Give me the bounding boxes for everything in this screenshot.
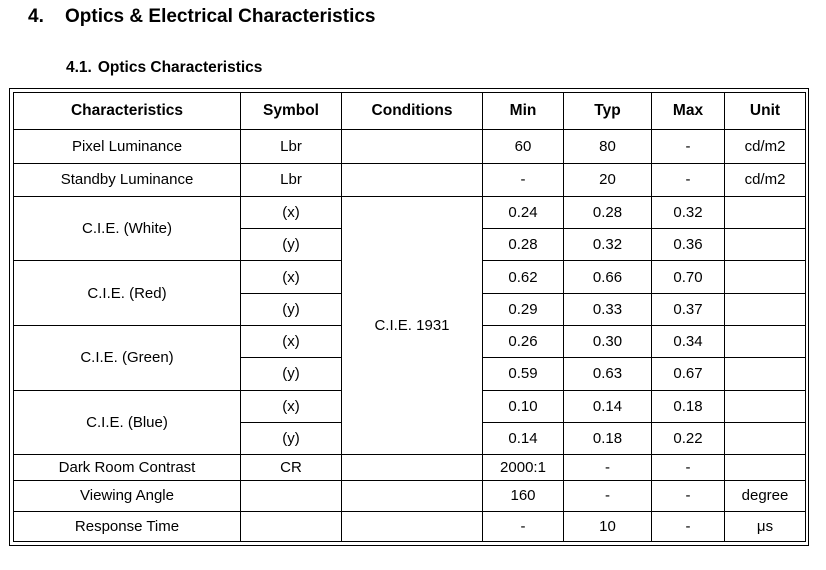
symbol-cell: (x): [241, 261, 342, 293]
typ-cell: 0.14: [564, 390, 652, 422]
symbol-cell: (x): [241, 326, 342, 358]
symbol-cell: (y): [241, 358, 342, 390]
min-cell: 0.24: [483, 196, 564, 228]
max-cell: 0.32: [652, 196, 725, 228]
min-cell: 0.10: [483, 390, 564, 422]
row-label: C.I.E. (Green): [14, 326, 241, 391]
unit-cell: [725, 390, 806, 422]
symbol-cell: (x): [241, 196, 342, 228]
max-cell: 0.70: [652, 261, 725, 293]
symbol-cell: (y): [241, 229, 342, 261]
max-cell: 0.36: [652, 229, 725, 261]
symbol-cell: Lbr: [241, 163, 342, 196]
max-cell: 0.34: [652, 326, 725, 358]
min-cell: 0.28: [483, 229, 564, 261]
column-header-characteristics: Characteristics: [14, 93, 241, 130]
unit-cell: [725, 326, 806, 358]
min-cell: 0.26: [483, 326, 564, 358]
symbol-cell: CR: [241, 455, 342, 481]
unit-cell: [725, 293, 806, 325]
max-cell: 0.18: [652, 390, 725, 422]
section-title: Optics & Electrical Characteristics: [65, 6, 376, 27]
conditions-cell: [342, 130, 483, 163]
optics-characteristics-table: [13, 92, 806, 542]
row-label: Pixel Luminance: [14, 130, 241, 163]
conditions-cell: [342, 511, 483, 541]
unit-cell: degree: [725, 481, 806, 511]
min-cell: 0.59: [483, 358, 564, 390]
typ-cell: 0.63: [564, 358, 652, 390]
min-cell: 60: [483, 130, 564, 163]
typ-cell: 0.28: [564, 196, 652, 228]
table-row: [14, 130, 806, 163]
symbol-cell: (x): [241, 390, 342, 422]
symbol-cell: (y): [241, 422, 342, 454]
column-header-conditions: Conditions: [342, 93, 483, 130]
row-label: C.I.E. (Red): [14, 261, 241, 326]
table-row: [14, 163, 806, 196]
section-heading: [28, 6, 375, 28]
symbol-cell: [241, 481, 342, 511]
typ-cell: 0.32: [564, 229, 652, 261]
table-row: [14, 481, 806, 511]
max-cell: -: [652, 130, 725, 163]
conditions-cell: [342, 163, 483, 196]
typ-cell: 0.33: [564, 293, 652, 325]
column-header-unit: Unit: [725, 93, 806, 130]
symbol-cell: [241, 511, 342, 541]
unit-cell: [725, 229, 806, 261]
unit-cell: [725, 422, 806, 454]
subsection-number: 4.1.: [66, 59, 92, 76]
typ-cell: 0.18: [564, 422, 652, 454]
subsection-heading: [66, 59, 262, 77]
conditions-cell: [342, 481, 483, 511]
min-cell: 0.14: [483, 422, 564, 454]
symbol-cell: (y): [241, 293, 342, 325]
min-cell: -: [483, 163, 564, 196]
max-cell: 0.67: [652, 358, 725, 390]
table-frame: [9, 88, 809, 546]
min-cell: 2000:1: [483, 455, 564, 481]
unit-cell: [725, 261, 806, 293]
symbol-cell: Lbr: [241, 130, 342, 163]
column-header-typ: Typ: [564, 93, 652, 130]
header-row: [14, 93, 806, 130]
column-header-symbol: Symbol: [241, 93, 342, 130]
row-label: C.I.E. (White): [14, 196, 241, 261]
conditions-cell: [342, 455, 483, 481]
table-row: [14, 511, 806, 541]
table-row: [14, 196, 806, 228]
max-cell: 0.22: [652, 422, 725, 454]
min-cell: 160: [483, 481, 564, 511]
typ-cell: 20: [564, 163, 652, 196]
table-row: [14, 455, 806, 481]
conditions-cell-cie: C.I.E. 1931: [342, 196, 483, 454]
row-label: C.I.E. (Blue): [14, 390, 241, 455]
unit-cell: cd/m2: [725, 130, 806, 163]
min-cell: 0.62: [483, 261, 564, 293]
unit-cell: cd/m2: [725, 163, 806, 196]
max-cell: 0.37: [652, 293, 725, 325]
row-label: Response Time: [14, 511, 241, 541]
column-header-max: Max: [652, 93, 725, 130]
typ-cell: 80: [564, 130, 652, 163]
unit-cell: μs: [725, 511, 806, 541]
max-cell: -: [652, 481, 725, 511]
typ-cell: 0.66: [564, 261, 652, 293]
unit-cell: [725, 358, 806, 390]
unit-cell: [725, 455, 806, 481]
row-label: Dark Room Contrast: [14, 455, 241, 481]
row-label: Standby Luminance: [14, 163, 241, 196]
typ-cell: -: [564, 455, 652, 481]
typ-cell: -: [564, 481, 652, 511]
subsection-title: Optics Characteristics: [97, 59, 263, 76]
typ-cell: 10: [564, 511, 652, 541]
unit-cell: [725, 196, 806, 228]
typ-cell: 0.30: [564, 326, 652, 358]
column-header-min: Min: [483, 93, 564, 130]
max-cell: -: [652, 511, 725, 541]
max-cell: -: [652, 455, 725, 481]
min-cell: 0.29: [483, 293, 564, 325]
min-cell: -: [483, 511, 564, 541]
section-number: 4.: [28, 6, 44, 27]
max-cell: -: [652, 163, 725, 196]
row-label: Viewing Angle: [14, 481, 241, 511]
